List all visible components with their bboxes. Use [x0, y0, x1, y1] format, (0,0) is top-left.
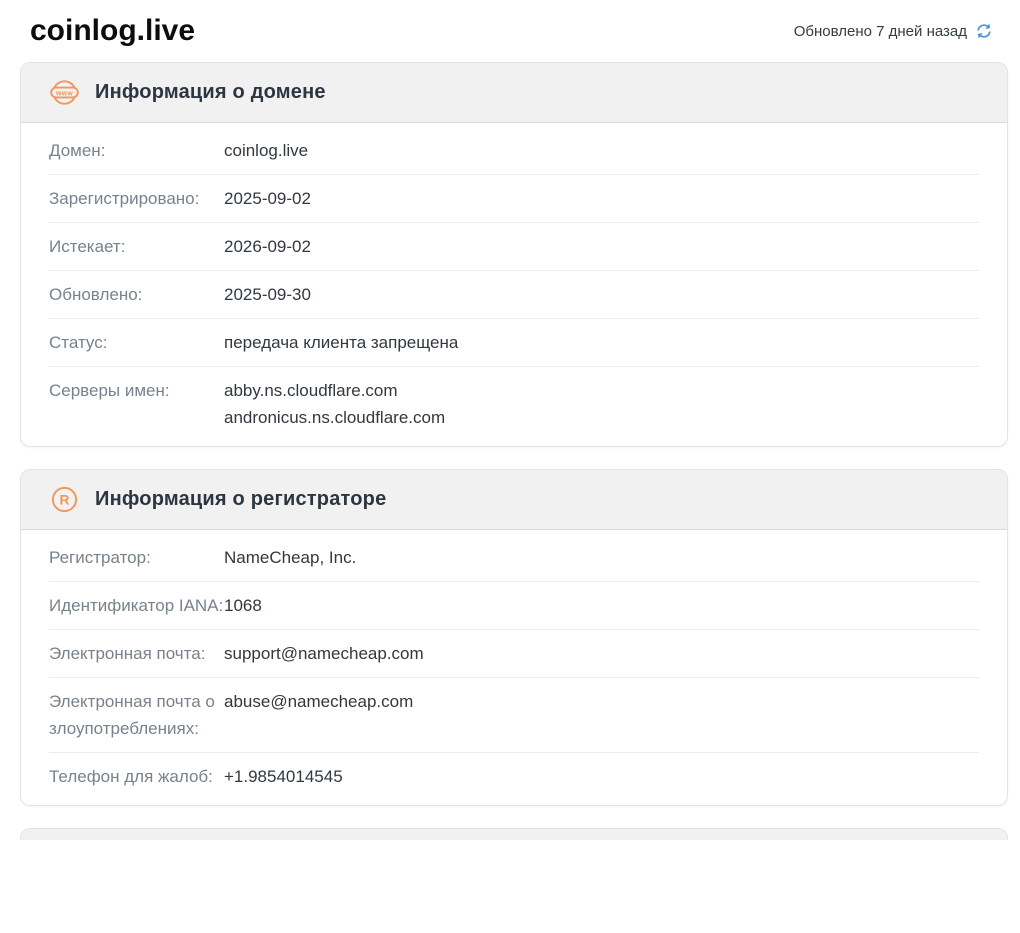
page-title: coinlog.live — [30, 14, 196, 47]
row-label: Электронная почта: — [49, 644, 206, 663]
table-row — [49, 367, 979, 441]
card-registrar-info — [20, 469, 1008, 806]
row-value — [224, 544, 356, 571]
row-value-line: support@namecheap.com — [224, 644, 424, 663]
row-value-line: andronicus.ns.cloudflare.com — [224, 408, 446, 427]
row-value — [224, 233, 311, 260]
table-row — [49, 582, 979, 630]
table-row — [49, 223, 979, 271]
table-row — [49, 175, 979, 223]
row-label: Домен: — [49, 141, 106, 160]
refresh-icon[interactable] — [974, 21, 994, 41]
card-title: Информация о домене — [95, 81, 326, 103]
card-body — [21, 530, 1007, 805]
row-label: Идентификатор IANA: — [49, 596, 224, 615]
row-label: Зарегистрировано: — [49, 189, 200, 208]
row-value — [224, 137, 308, 164]
row-label: Электронная почта о злоупотреблениях: — [49, 692, 215, 738]
registered-trademark-icon — [49, 484, 80, 515]
row-value — [224, 185, 311, 212]
next-card-partial-header — [20, 828, 1008, 840]
row-value-line: передача клиента запрещена — [224, 333, 459, 352]
card-header — [21, 470, 1007, 530]
row-label: Обновлено: — [49, 285, 143, 304]
table-row — [49, 678, 979, 753]
card-domain-info — [20, 62, 1008, 447]
cards — [20, 62, 1008, 806]
svg-text:www: www — [55, 90, 74, 98]
row-label: Статус: — [49, 333, 108, 352]
row-label: Телефон для жалоб: — [49, 767, 213, 786]
row-label: Истекает: — [49, 237, 126, 256]
row-value-line: 2026-09-02 — [224, 237, 311, 256]
row-value — [224, 592, 262, 619]
row-value — [224, 377, 445, 431]
row-value — [224, 640, 424, 667]
row-value-line: coinlog.live — [224, 141, 309, 160]
card-header — [21, 63, 1007, 123]
table-row — [49, 127, 979, 175]
svg-text:R: R — [59, 492, 70, 508]
row-value-line: 2025-09-02 — [224, 189, 311, 208]
www-globe-icon — [49, 77, 80, 108]
table-row — [49, 319, 979, 367]
row-value-line: abuse@namecheap.com — [224, 692, 414, 711]
table-row — [49, 534, 979, 582]
table-row — [49, 271, 979, 319]
row-value-line: 1068 — [224, 596, 262, 615]
table-row — [49, 753, 979, 800]
card-body — [21, 123, 1007, 446]
row-value-line: abby.ns.cloudflare.com — [224, 381, 398, 400]
row-value — [224, 281, 311, 308]
updated-text: Обновлено 7 дней назад — [793, 22, 967, 40]
row-label: Регистратор: — [49, 548, 151, 567]
row-value — [224, 763, 343, 790]
row-value — [224, 688, 413, 742]
card-title: Информация о регистраторе — [95, 488, 387, 510]
updated-status — [794, 21, 994, 41]
table-row — [49, 630, 979, 678]
row-value-line: +1.9854014545 — [224, 767, 343, 786]
row-value — [224, 329, 458, 356]
row-value-line: 2025-09-30 — [224, 285, 311, 304]
row-label: Серверы имен: — [49, 381, 170, 400]
row-value-line: NameCheap, Inc. — [224, 548, 357, 567]
top-bar — [20, 0, 1008, 54]
